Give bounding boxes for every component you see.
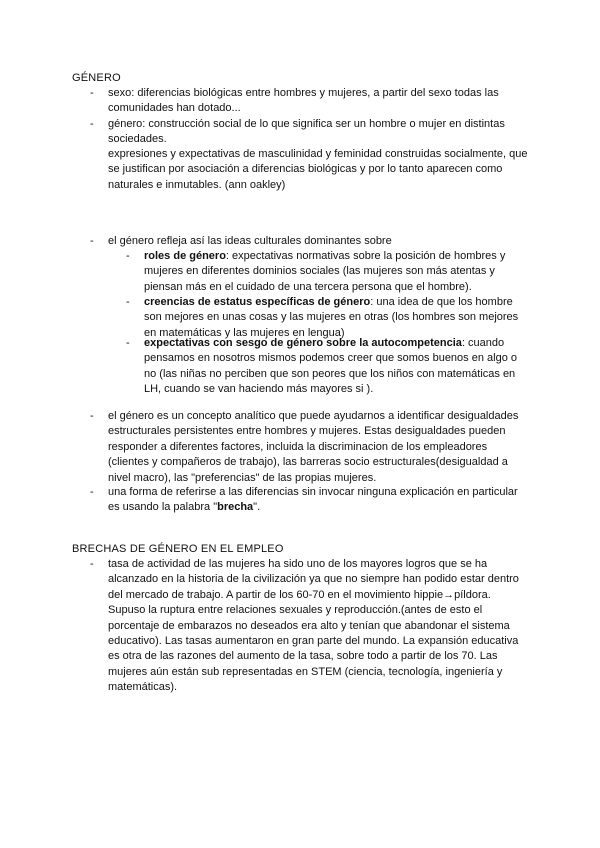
bullet-dash: - xyxy=(90,486,94,498)
subitem-expectativas xyxy=(144,336,526,398)
section-title-brechas: BRECHAS DE GÉNERO EN EL EMPLEO xyxy=(72,543,284,555)
item-sexo: sexo: diferencias biológicas entre hombres y mujeres, a partir del sexo todas las comunidades han dotado... xyxy=(108,87,499,115)
sub-bullet-dash: - xyxy=(126,296,130,308)
item-concepto: el género es un concepto analítico que puede ayudarnos a identificar desigualdades estructurales persistentes entre hombres y mujeres. Estas desigualdades pueden responder a diferentes factores, incluida la discriminacion de los empleadores (clientes y compañeros de trabajo), las barreras socio estructurales(desigualdad a nivel macro), las "preferencias" de las propias mujeres. xyxy=(108,410,519,484)
subitem-roles xyxy=(144,249,526,295)
section-title-genero: GÉNERO xyxy=(72,72,121,84)
bullet-dash: - xyxy=(90,118,94,130)
sub-bullet-dash: - xyxy=(126,250,130,262)
item-genero: género: construcción social de lo que significa ser un hombre o mujer en distintas sociedades. xyxy=(108,118,505,146)
item-brecha-term: brecha xyxy=(217,501,254,514)
bullet-dash: - xyxy=(90,87,94,99)
subitem-expectativas-term: expectativas con sesgo de género sobre la autocompetencia xyxy=(144,337,462,349)
item-refleja: el género refleja así las ideas culturales dominantes sobre xyxy=(108,235,392,247)
bullet-dash: - xyxy=(90,558,94,570)
subitem-creencias-term: creencias de estatus específicas de género xyxy=(144,296,371,308)
item-tasa-actividad: tasa de actividad de las mujeres ha sido uno de los mayores logros que se ha alcanzado en la historia de la civilización ya que no siempre han podido estar dentro del mercado de trabajo. A partir de los 60-70 en el movimiento hippie→píldora. Supuso la ruptura entre relaciones sexuales y reproducción.(antes de esto el porcentaje de embarazos no deseados era alto y tenían que abandonar el sistema educativo). Las tasas aumentaron en gran parte del mundo. La expansión educativa es otra de las razones del aumento de la tasa, sobre todo a partir de los 70. Las mujeres aún están sub representadas en STEM (ciencia, tecnología, ingeniería y matemáticas). xyxy=(108,558,519,694)
item-brecha xyxy=(108,485,528,516)
item-brecha-text: una forma de referirse a las diferencias sin invocar ninguna explicación en particular es usando la palabra " xyxy=(108,486,518,514)
subitem-roles-text: : expectativas normativas sobre la posición de hombres y mujeres en diferentes dominios sociales (las mujeres son más atentas y piensan más en el cuidado de una tercera persona que el hombre). xyxy=(144,250,506,293)
subitem-creencias xyxy=(144,295,526,341)
bullet-dash: - xyxy=(90,235,94,247)
sub-bullet-dash: - xyxy=(126,337,130,349)
subitem-expectativas-text: : cuando pensamos en nosotros mismos podemos creer que somos buenos en algo o no (las niñas no perciben que son peores que los niños con matemáticas en LH, cuando se van haciendo más mayores si ). xyxy=(144,337,517,396)
subitem-creencias-text: : una idea de que los hombre son mejores en unas cosas y las mujeres en otras (los hombres son mejores en matemáticas y las mujeres en lengua) xyxy=(144,296,519,339)
item-genero-continuation: expresiones y expectativas de masculinidad y feminidad construidas socialmente, que se justifican por asociación a diferencias biológicas y por lo tanto aparecen como naturales e inmutables. (ann oakley) xyxy=(108,148,528,191)
bullet-dash: - xyxy=(90,410,94,422)
subitem-roles-term: roles de género xyxy=(144,250,226,262)
item-brecha-end: ". xyxy=(253,501,261,514)
